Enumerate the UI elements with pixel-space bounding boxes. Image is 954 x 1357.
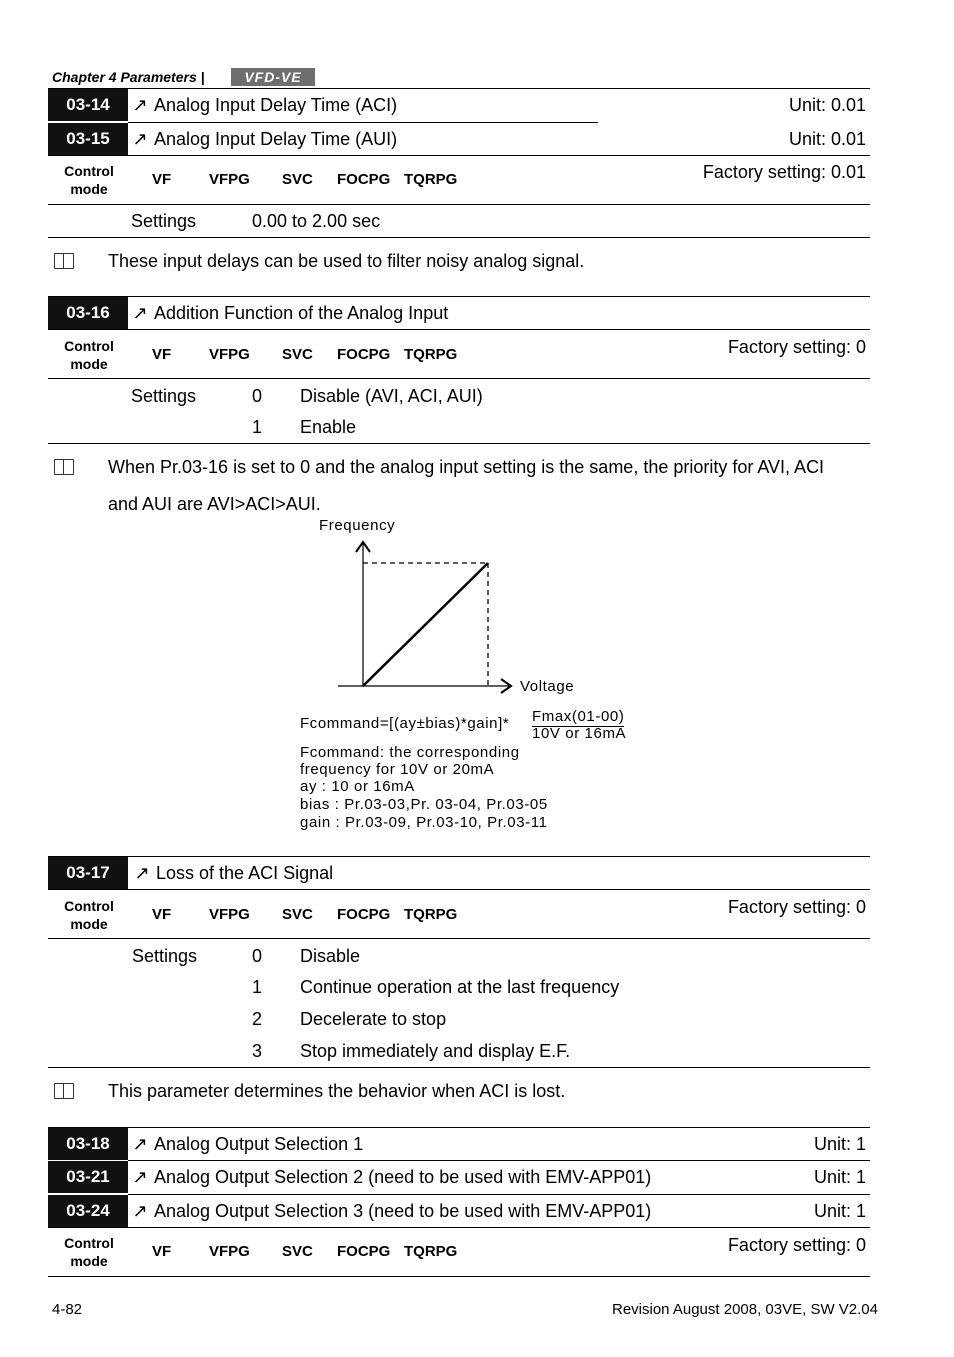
param-title-text: Analog Input Delay Time (ACI) [154,95,398,115]
param-unit-03-18: Unit: 1 [813,1134,866,1154]
factory-setting: Factory setting: 0 [727,897,866,917]
chapter-title: Chapter 4 Parameters | [52,69,205,85]
mode-tqrpg: TQRPG [404,1243,458,1260]
diagram-desc-line: Fcommand: the corresponding [300,744,520,761]
param-title-text: Loss of the ACI Signal [156,863,334,883]
setting-value: 1 [252,977,263,997]
diagram-desc-line: ay : 10 or 16mA [300,778,415,795]
divider [48,378,870,379]
diagram-desc-line: gain : Pr.03-09, Pr.03-10, Pr.03-11 [300,814,548,831]
factory-setting: Factory setting: 0 [727,337,866,357]
setting-desc: Disable [300,946,361,966]
x-axis-label: Voltage [520,678,575,695]
write-run-icon: ↗ [132,1167,148,1187]
y-axis-label: Frequency [319,517,396,534]
mode-focpg: FOCPG [337,346,391,363]
mode-focpg: FOCPG [337,906,391,923]
mode-tqrpg: TQRPG [404,171,458,188]
revision-text: Revision August 2008, 03VE, SW V2.04 [612,1301,878,1318]
param-code-03-14: 03-14 [48,89,128,121]
param-title-03-17 [134,857,333,889]
note-book-icon [54,1083,74,1099]
param-code-03-24: 03-24 [48,1195,128,1227]
mode-tqrpg: TQRPG [404,906,458,923]
param-code-03-21: 03-21 [48,1161,128,1193]
setting-desc: Continue operation at the last frequency [300,977,620,997]
mode-svc: SVC [282,171,313,188]
param-title-03-24 [132,1195,651,1227]
control-mode-label-1: Control [64,338,114,354]
setting-value: 2 [252,1009,263,1029]
formula-denominator: 10V or 16mA [532,725,627,742]
divider [48,155,870,156]
mode-svc: SVC [282,906,313,923]
control-mode-label-2: mode [70,181,108,197]
brand-logo: VFD-VE [231,68,315,86]
control-mode-label-1: Control [64,163,114,179]
diagram-desc-line: frequency for 10V or 20mA [300,761,495,778]
divider [48,938,870,939]
factory-setting: Factory setting: 0.01 [702,162,866,182]
diagram-desc-line: bias : Pr.03-03,Pr. 03-04, Pr.03-05 [300,796,548,813]
param-code-03-15: 03-15 [48,123,128,155]
setting-desc: Disable (AVI, ACI, AUI) [300,386,483,406]
note-text: These input delays can be used to filter noisy analog signal. [108,251,585,271]
param-title-text: Addition Function of the Analog Input [154,303,449,323]
write-run-icon: ↗ [132,129,148,149]
mode-svc: SVC [282,346,313,363]
page-number: 4-82 [52,1301,83,1318]
divider [48,443,870,444]
note-book-icon [54,459,74,475]
param-unit-03-24: Unit: 1 [813,1201,866,1221]
mode-vfpg: VFPG [209,171,250,188]
param-title-03-18 [132,1128,363,1160]
setting-value: 1 [252,417,263,437]
param-unit-03-21: Unit: 1 [813,1167,866,1187]
divider [48,237,870,238]
formula-numerator: Fmax(01-00) [532,708,625,725]
mode-vfpg: VFPG [209,906,250,923]
write-run-icon: ↗ [132,1201,148,1221]
mode-vfpg: VFPG [209,1243,250,1260]
control-mode-label [52,162,126,198]
mode-vfpg: VFPG [209,346,250,363]
control-mode-label-1: Control [64,1235,114,1251]
param-title-text: Analog Input Delay Time (AUI) [154,129,398,149]
output-line [363,563,488,686]
param-title-03-14 [132,89,397,121]
param-unit-03-15: Unit: 0.01 [788,129,866,149]
param-title-03-21 [132,1161,651,1193]
divider [48,1067,870,1068]
divider [48,204,870,205]
setting-desc: Enable [300,417,357,437]
control-mode-label [52,897,126,933]
setting-range: 0.00 to 2.00 sec [252,211,381,231]
write-run-icon: ↗ [132,95,148,115]
setting-value: 3 [252,1041,263,1061]
settings-label: Settings [131,386,197,406]
formula-text: Fcommand=[(ay±bias)*gain]* [300,715,510,732]
param-code-03-16: 03-16 [48,297,128,329]
write-run-icon: ↗ [134,863,150,883]
mode-vf: VF [152,906,172,923]
control-mode-label [52,337,126,373]
settings-label: Settings [132,946,198,966]
mode-vf: VF [152,171,172,188]
control-mode-label-2: mode [70,356,108,372]
param-unit-03-14: Unit: 0.01 [788,95,866,115]
param-title-text: Analog Output Selection 1 [154,1134,364,1154]
write-run-icon: ↗ [132,1134,148,1154]
divider [48,889,870,890]
param-code-03-17: 03-17 [48,857,128,889]
mode-svc: SVC [282,1243,313,1260]
mode-tqrpg: TQRPG [404,346,458,363]
note-text-line1: When Pr.03-16 is set to 0 and the analog input setting is the same, the priority for AVI, ACI [108,457,825,477]
control-mode-label-2: mode [70,1253,108,1269]
control-mode-label [52,1234,126,1270]
mode-focpg: FOCPG [337,1243,391,1260]
write-run-icon: ↗ [132,303,148,323]
divider [48,329,870,330]
param-code-03-18: 03-18 [48,1128,128,1160]
note-text: This parameter determines the behavior when ACI is lost. [108,1081,566,1101]
param-title-03-16 [132,297,448,329]
setting-value: 0 [252,386,263,406]
param-title-text: Analog Output Selection 2 (need to be used with EMV-APP01) [154,1167,652,1187]
note-book-icon [54,253,74,269]
setting-desc: Decelerate to stop [300,1009,447,1029]
divider [48,1276,870,1277]
mode-vf: VF [152,1243,172,1260]
settings-label: Settings [131,211,197,231]
note-text-line2: and AUI are AVI>ACI>AUI. [108,494,321,514]
setting-value: 0 [252,946,263,966]
param-title-03-15 [132,123,397,155]
control-mode-label-2: mode [70,916,108,932]
mode-vf: VF [152,346,172,363]
mode-focpg: FOCPG [337,171,391,188]
control-mode-label-1: Control [64,898,114,914]
factory-setting: Factory setting: 0 [727,1235,866,1255]
param-title-text: Analog Output Selection 3 (need to be used with EMV-APP01) [154,1201,652,1221]
divider [48,1227,870,1228]
setting-desc: Stop immediately and display E.F. [300,1041,571,1061]
